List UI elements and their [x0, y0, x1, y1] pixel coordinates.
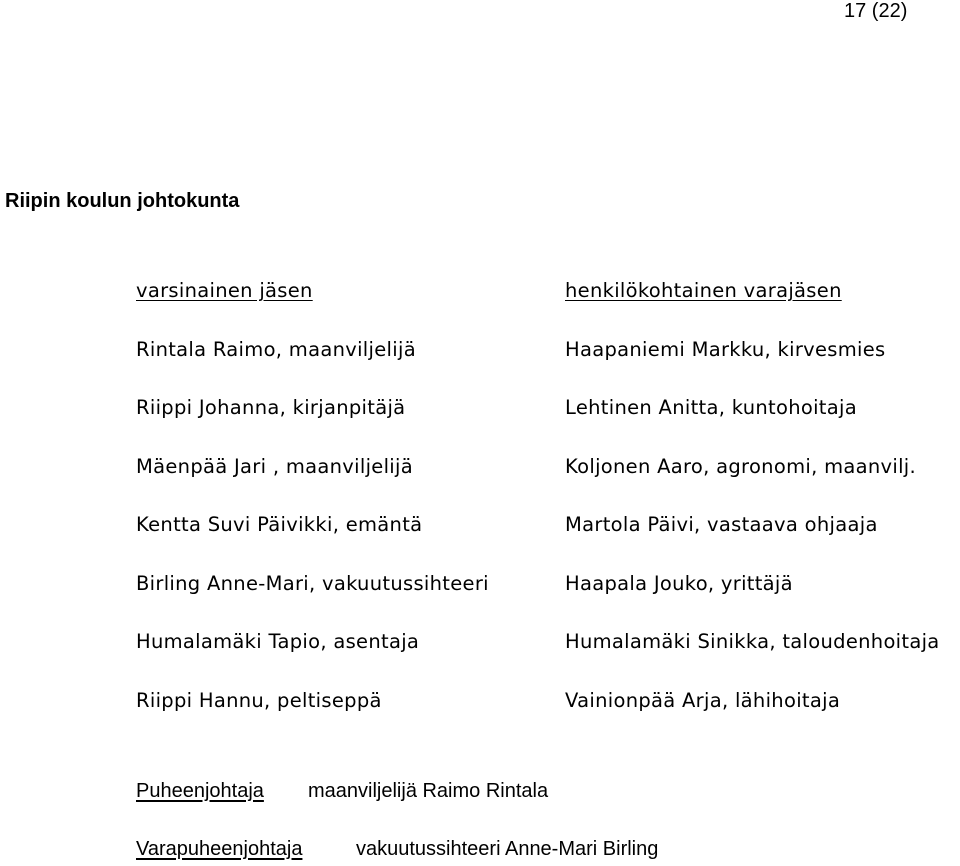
- member-name: Humalamäki Tapio, asentaja: [136, 630, 420, 653]
- deputy-name: Haapala Jouko, yrittäjä: [565, 571, 793, 595]
- chair-title: Puheenjohtaja: [136, 780, 264, 802]
- members-header: varsinainen jäsen: [136, 279, 313, 302]
- member-name: Mäenpää Jari , maanviljelijä: [136, 454, 413, 478]
- deputy-name: Humalamäki Sinikka, taloudenhoitaja: [565, 630, 940, 653]
- vice-chair-row: [136, 837, 658, 861]
- deputies-header: henkilökohtainen varajäsen: [565, 279, 842, 302]
- member-name: Riippi Hannu, peltiseppä: [136, 688, 382, 712]
- member-name: Riippi Johanna, kirjanpitäjä: [136, 396, 406, 419]
- deputy-name: Haapaniemi Markku, kirvesmies: [565, 337, 886, 361]
- chair-row: [136, 779, 548, 803]
- vice-chair-title: Varapuheenjohtaja: [136, 838, 303, 860]
- vice-chair-person: vakuutussihteeri Anne-Mari Birling: [356, 838, 659, 860]
- document-title: Riipin koulun johtokunta: [5, 190, 240, 212]
- deputy-name: Koljonen Aaro, agronomi, maanvilj.: [565, 454, 917, 478]
- page-number: 17 (22): [844, 0, 908, 22]
- member-name: Rintala Raimo, maanviljelijä: [136, 337, 416, 361]
- deputy-name: Martola Päivi, vastaava ohjaaja: [565, 513, 878, 536]
- chair-person: maanviljelijä Raimo Rintala: [308, 780, 549, 802]
- member-name: Kentta Suvi Päivikki, emäntä: [136, 513, 423, 536]
- deputy-name: Lehtinen Anitta, kuntohoitaja: [565, 396, 857, 419]
- member-name: Birling Anne-Mari, vakuutussihteeri: [136, 571, 489, 595]
- deputies-column: [565, 278, 940, 746]
- deputy-name: Vainionpää Arja, lähihoitaja: [565, 688, 841, 712]
- members-column: [136, 278, 489, 746]
